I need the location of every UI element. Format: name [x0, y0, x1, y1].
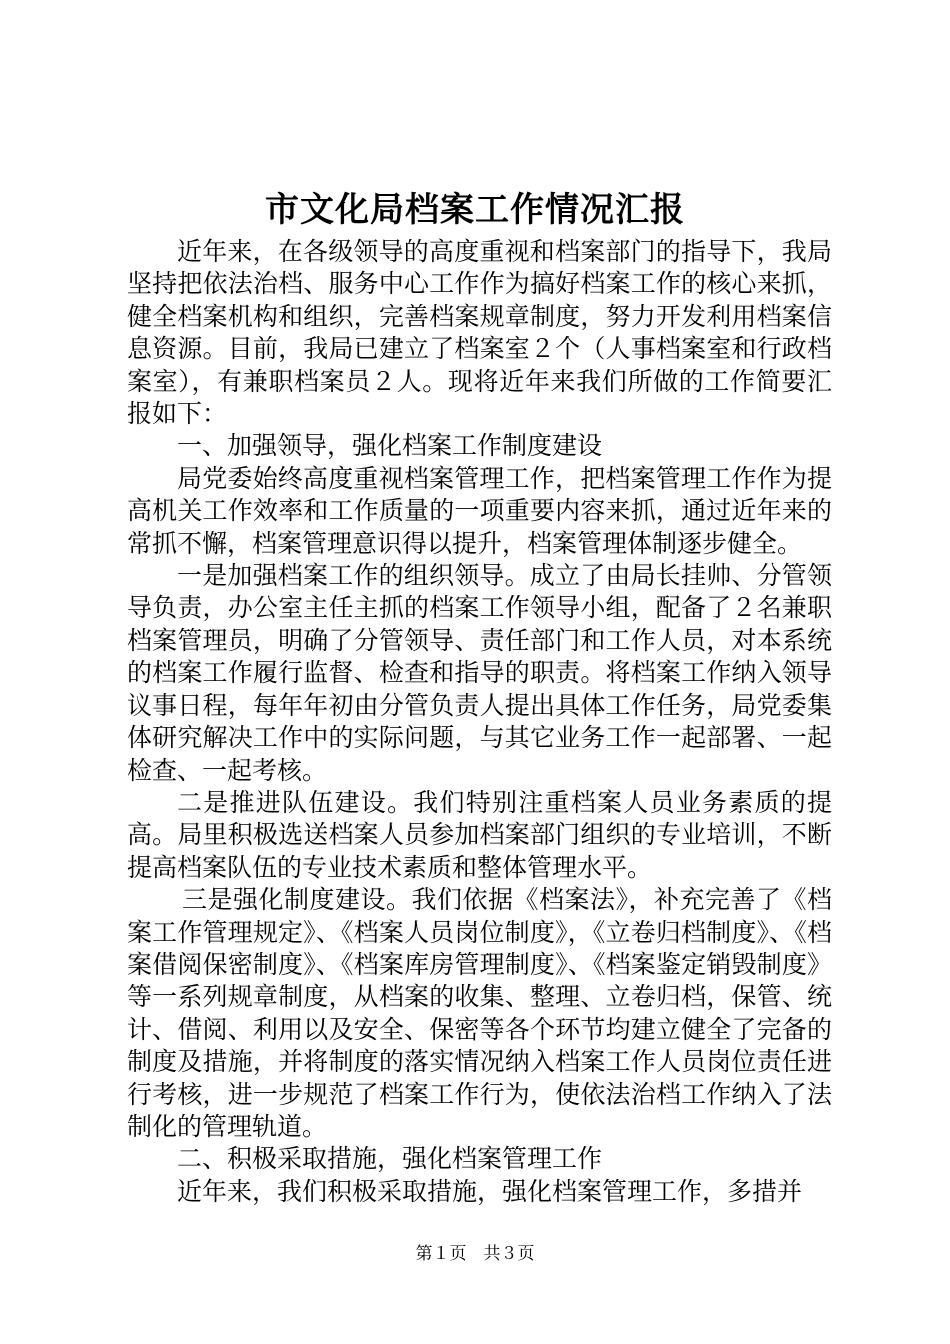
section-heading-1: 一、加强领导，强化档案工作制度建设 — [177, 431, 603, 461]
paragraph-regulations: 三是强化制度建设。我们依据《档案法》，补充完善了《档案工作管理规定》、《档案人员岗位制度》，《立卷归档制度》、《档案借阅保密制度》、《档案库房管理制度》、《档案鉴定销毁制度》等一系列规章制度，从档案的收集、整理、立卷归档，保管、统计、借阅、利用以及安全、保密等各个环节均建立健全了完备的制度及措施，并将制度的落实情况纳入档案工作人员岗位责任进行考核，进一步规范了档案工作行为，使依法治档工作纳入了法制化的管理轨道。 — [127, 885, 832, 1141]
document-title: 市文化局档案工作情况汇报 — [265, 190, 685, 230]
page-footer: 第１页 共３页 — [415, 1244, 535, 1264]
section-heading-2: 二、积极采取措施，强化档案管理工作 — [177, 1144, 603, 1174]
paragraph-organization: 一是加强档案工作的组织领导。成立了由局长挂帅、分管领导负责，办公室主任主抓的档案工作领导小组，配备了２名兼职档案管理员，明确了分管领导、责任部门和工作人员，对本系统的档案工作履行监督、检查和指导的职责。将档案工作纳入领导议事日程，每年年初由分管负责人提出具体工作任务，局党委集体研究解决工作中的实际问题，与其它业务工作一起部署、一起检查、一起考核。 — [127, 561, 832, 785]
document-body — [127, 236, 832, 1208]
paragraph-section-1-intro: 局党委始终高度重视档案管理工作，把档案管理工作作为提高机关工作效率和工作质量的一项重要内容来抓，通过近年来的常抓不懈，档案管理意识得以提升，档案管理体制逐步健全。 — [127, 463, 832, 558]
paragraph-intro: 近年来，在各级领导的高度重视和档案部门的指导下，我局坚持把依法治档、服务中心工作作为搞好档案工作的核心来抓，健全档案机构和组织，完善档案规章制度，努力开发利用档案信息资源。目前，我局已建立了档案室２个（人事档案室和行政档案室），有兼职档案员２人。现将近年来我们所做的工作简要汇报如下： — [127, 237, 832, 429]
paragraph-team-building: 二是推进队伍建设。我们特别注重档案人员业务素质的提高。局里积极选送档案人员参加档案部门组织的专业培训，不断提高档案队伍的专业技术素质和整体管理水平。 — [127, 787, 832, 882]
paragraph-section-2-intro: 近年来，我们积极采取措施，强化档案管理工作，多措并 — [177, 1176, 803, 1206]
